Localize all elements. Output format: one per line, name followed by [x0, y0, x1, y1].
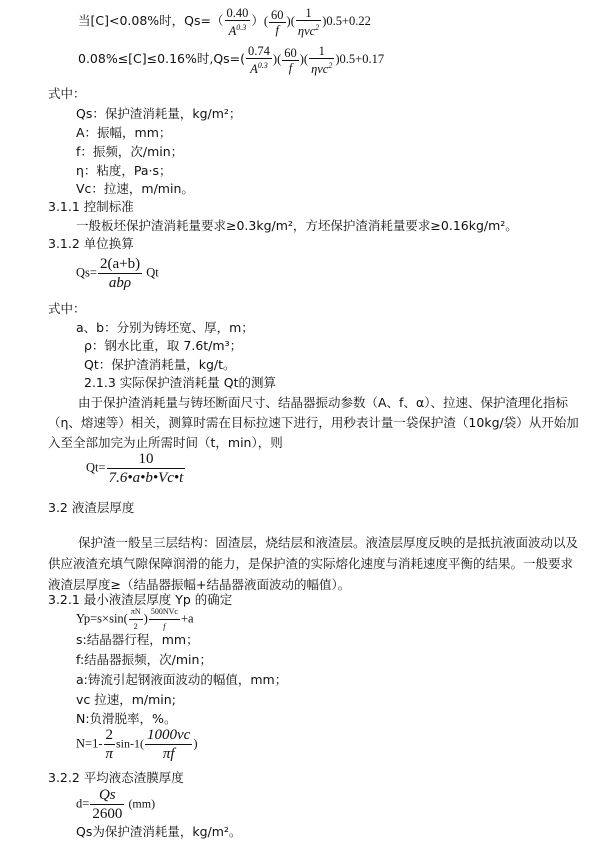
- def-qt: Qt：保护渣消耗量，kg/t。: [84, 357, 236, 372]
- f7-den: 2600: [92, 806, 123, 822]
- section-2-1-3: 2.1.3 实际保护渣消耗量 Qt的测算: [84, 375, 276, 390]
- f3-den: abρ: [108, 275, 132, 291]
- def-rho: ρ：钢水比重，取 7.6t/m³；: [84, 338, 243, 353]
- f2-den3: ηvc$^2$: [311, 61, 333, 77]
- def-n: N:负滑脱率，%。: [76, 711, 177, 726]
- f5-d1: 2: [133, 622, 138, 631]
- f7-lhs: d=: [76, 796, 90, 811]
- formula-6: [76, 726, 198, 763]
- f6-tail: ): [193, 736, 198, 751]
- def-eta: η：粘度，Pa·s；: [76, 163, 172, 178]
- f6-n2: 1000vc: [147, 727, 191, 743]
- def-vc-speed: vc 拉速，m/min;: [76, 692, 176, 707]
- f5-n1: πN: [129, 605, 143, 620]
- section-3-1-1: 3.1.1 控制标准: [48, 199, 134, 214]
- paragraph-2-1-3: 由于保护渣消耗量与铸坯断面尺寸、结晶器振动参数（A、f、α）、拉速、保护渣理化指标（η、熔速等）相关，测算时需在目标拉速下进行，用秒表计量一袋保护渣（10kg/袋）从开始加入至全部加完为止所需时间（t，min），则: [48, 395, 579, 450]
- f5-n2: 500NVc: [149, 605, 180, 620]
- where-label-2: 式中：: [48, 301, 86, 316]
- f5-d2: f: [163, 622, 166, 631]
- formula-2: [78, 44, 384, 76]
- section-3-1-1-text: 一般板坯保护渣消耗量要求≥0.3kg/m²，方坯保护渣消耗量要求≥0.16kg/m²。: [76, 218, 518, 233]
- section-3-2: 3.2 液渣层厚度: [48, 500, 135, 515]
- f6-lhs: N=1-: [76, 736, 103, 751]
- final-note: Qs为保护渣消耗量，kg/m²。: [76, 824, 242, 839]
- where-label-1: 式中：: [48, 86, 86, 101]
- def-s: s:结晶器行程，mm；: [76, 632, 199, 647]
- f1-den1: $A^{0.3}$: [228, 23, 247, 39]
- f4-den: 7.6•a•b•Vc•t: [108, 470, 184, 486]
- f2-den1: $A^{0.3}$: [250, 61, 268, 77]
- f2-mid2: )(: [299, 51, 309, 66]
- f6-n1: 2: [104, 726, 116, 745]
- def-f: f：振频，次/min；: [76, 144, 184, 159]
- section-3-1-2: 3.1.2 单位换算: [48, 236, 134, 251]
- formula-2-condition: 0.08%≤[C]≤0.16%时,Qs=(: [78, 50, 246, 66]
- f3-tail: Qt: [146, 265, 159, 280]
- f7-tail: (mm): [128, 796, 156, 811]
- section-3-2-2: 3.2.2 平均液态渣膜厚度: [48, 770, 184, 785]
- def-qs: Qs：保护渣消耗量，kg/m²；: [76, 106, 242, 121]
- formula-3: [76, 255, 159, 292]
- f5-tail: +a: [180, 611, 194, 626]
- f5-lhs: Yp=s×sin(: [76, 611, 128, 626]
- def-a-wave: a:铸流引起钢液面波动的幅值，mm；: [76, 672, 288, 687]
- f2-num1: 0.74: [248, 44, 270, 58]
- f1-num3: 1: [296, 6, 321, 21]
- f4-lhs: Qt=: [86, 460, 106, 475]
- f3-lhs: Qs=: [76, 265, 97, 280]
- formula-1-condition: 当[C]<0.08%时，Qs=（: [78, 12, 224, 28]
- formula-7: [76, 786, 155, 823]
- paragraph-3-2: 保护渣一般呈三层结构：固渣层，烧结层和液渣层。液渣层厚度反映的是抵抗液面波动以及供应液渣充填气隙保障润滑的能力，是保护渣的实际熔化速度与消耗速度平衡的结果。一般要求液渣层厚度≥（结晶器振幅+结晶器液面波动的幅值）。: [48, 535, 579, 592]
- f1-num1: 0.40: [226, 6, 249, 20]
- f5-mid: ): [143, 611, 148, 626]
- def-ab: a、b：分别为铸坯宽、厚，m；: [76, 320, 254, 335]
- f1-num2: 60: [271, 7, 284, 22]
- formula-1: [78, 6, 371, 38]
- f1-tail: )0.5+0.22: [322, 13, 371, 28]
- def-vc: Vc：拉速，m/min。: [76, 181, 194, 196]
- f2-tail: )0.5+0.17: [335, 51, 385, 66]
- formula-4: [86, 450, 186, 487]
- f1-mid1: ）(: [251, 13, 269, 28]
- f2-num3: 1: [309, 44, 334, 59]
- f3-num: 2(a+b): [99, 256, 141, 272]
- f2-mid1: )(: [272, 51, 282, 66]
- def-f-osc: f:结晶器振频，次/min；: [76, 652, 212, 667]
- f1-mid2: )(: [286, 13, 295, 28]
- f2-den2: f: [288, 60, 293, 75]
- formula-5: [76, 605, 194, 634]
- f4-num: 10: [107, 450, 186, 469]
- def-a: A：振幅，mm；: [76, 125, 172, 140]
- f7-num: Qs: [90, 786, 124, 805]
- f1-den3: ηvc$^2$: [297, 23, 320, 39]
- f6-d2: πf: [162, 746, 175, 762]
- f2-num2: 60: [284, 45, 297, 60]
- f1-den2: f: [275, 22, 280, 37]
- f6-d1: π: [105, 746, 114, 762]
- section-3-2-1: 3.2.1 最小液渣层厚度 Yp 的确定: [48, 592, 233, 607]
- f6-mid: sin-1(: [116, 736, 145, 751]
